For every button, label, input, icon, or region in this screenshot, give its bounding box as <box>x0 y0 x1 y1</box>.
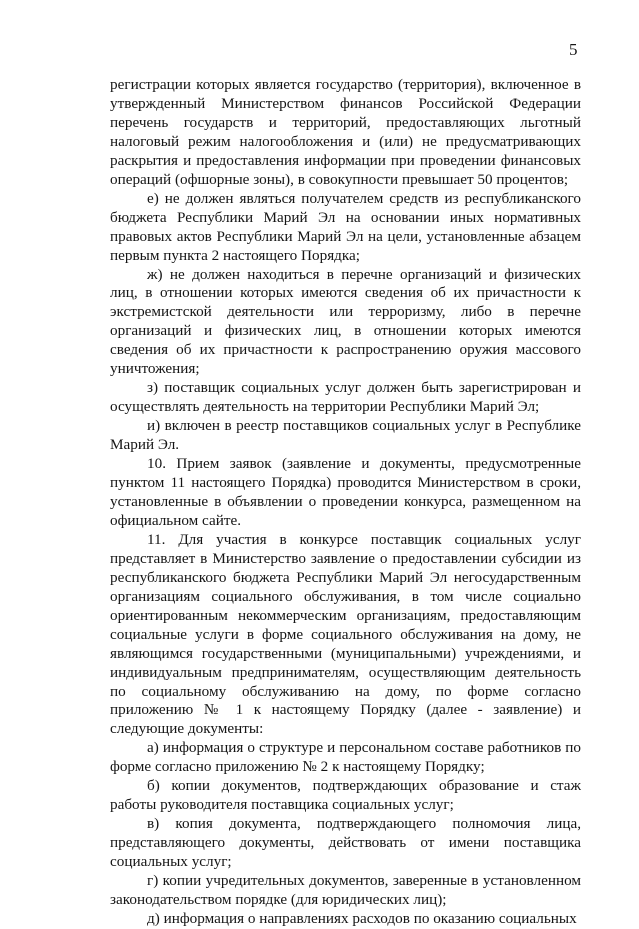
paragraph-clause-10: 10. Прием заявок (заявление и документы, предусмотренные пунктом 11 настоящего Порядка) проводится Министерством в сроки, установленные в объявлении о проведении конкурса, размещенном на официальном сайте. <box>110 455 581 529</box>
page-number: 5 <box>569 40 578 59</box>
paragraph-item-e: е) не должен являться получателем средств из республиканского бюджета Республики Марий Эл на основании иных нормативных правовых актов Республики Марий Эл на цели, установленные абзацем первым пункта 2 настоящего Порядка; <box>110 189 581 264</box>
paragraph-item-a: а) информация о структуре и персональном составе работников по форме согласно приложению № 2 к настоящему Порядку; <box>110 739 581 776</box>
paragraph-continuation: регистрации которых является государство (территория), включенное в утвержденный Министерством финансов Российской Федерации перечень государств и территорий, предоставляющих льготный налоговый режим налогообложения и (или) не предусматривающих раскрытия и предоставления информации при проведении финансовых операций (офшорные зоны), в совокупности превышает 50 процентов; <box>110 76 581 188</box>
paragraph-item-d: д) информация о направлениях расходов по оказанию социальных <box>147 909 577 927</box>
paragraph-item-v: в) копия документа, подтверждающего полномочия лица, представляющего документы, действовать от имени поставщика социальных услуг; <box>110 815 581 871</box>
paragraph-item-i: и) включен в реестр поставщиков социальных услуг в Республике Марий Эл. <box>110 417 581 454</box>
paragraph-item-b: б) копии документов, подтверждающих образование и стаж работы руководителя поставщика социальных услуг; <box>110 777 581 814</box>
paragraph-item-zh: ж) не должен находиться в перечне организаций и физических лиц, в отношении которых имеются сведения об их причастности к экстремистской деятельности или терроризму, либо в перечне организаций и физических лиц, в отношении которых имеются сведения об их причастности к распространению оружия массового уничтожения; <box>110 265 581 378</box>
document-body <box>110 76 581 929</box>
paragraph-clause-11: 11. Для участия в конкурсе поставщик социальных услуг представляет в Министерство заявление о предоставлении субсидии из республиканского бюджета Республики Марий Эл негосударственным организациям социального обслуживания, в том числе социально ориентированным некоммерческим организациям, предоставляющим социальные услуги в форме социального обслуживания на дому, не являющимся государственными (муниципальными) учреждениями, и индивидуальным предпринимателям, осуществляющим деятельность по социальному обслуживанию на дому, по форме согласно приложению № 1 к настоящему Порядку (далее - заявление) и следующие документы: <box>110 530 581 738</box>
paragraph-item-z: з) поставщик социальных услуг должен быть зарегистрирован и осуществлять деятельность на территории Республики Марий Эл; <box>110 379 581 416</box>
paragraph-item-g: г) копии учредительных документов, заверенные в установленном законодательством порядке (для юридических лиц); <box>110 872 581 908</box>
